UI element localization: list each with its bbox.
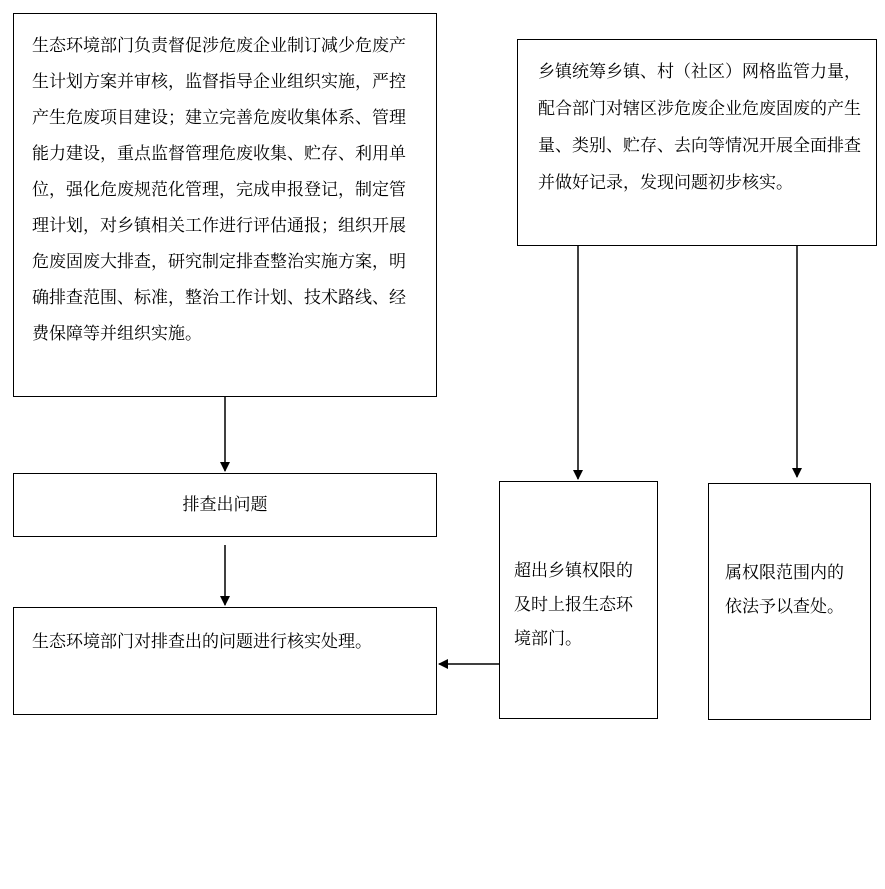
env-dept-duty-box xyxy=(13,13,437,397)
env-dept-duty-text: 生态环境部门负责督促涉危废企业制订减少危废产生计划方案并审核，监督指导企业组织实施，严控产生危废项目建设；建立完善危废收集体系、管理能力建设，重点监督管理危废收集、贮存、利用单位，强化危废规范化管理，完成申报登记，制定管理计划，对乡镇相关工作进行评估通报；组织开展危废固废大排查，研究制定排查整治实施方案，明确排查范围、标准，整治工作计划、技术路线、经费保障等并组织实施。 xyxy=(32,36,406,344)
township-duty-text: 乡镇统筹乡镇、村（社区）网格监管力量，配合部门对辖区涉危废企业危废固废的产生量、类别、贮存、去向等情况开展全面排查并做好记录，发现问题初步核实。 xyxy=(538,62,861,193)
problem-found-text: 排查出问题 xyxy=(182,495,268,515)
env-dept-verify-text: 生态环境部门对排查出的问题进行核实处理。 xyxy=(32,632,372,652)
handle-locally-box xyxy=(708,483,871,720)
township-duty-box xyxy=(517,39,877,246)
report-upward-box xyxy=(499,481,658,719)
handle-locally-text: 属权限范围内的依法予以查处。 xyxy=(725,563,844,617)
env-dept-verify-box xyxy=(13,607,437,715)
problem-found-box xyxy=(13,473,437,537)
report-upward-text: 超出乡镇权限的及时上报生态环境部门。 xyxy=(514,561,633,649)
